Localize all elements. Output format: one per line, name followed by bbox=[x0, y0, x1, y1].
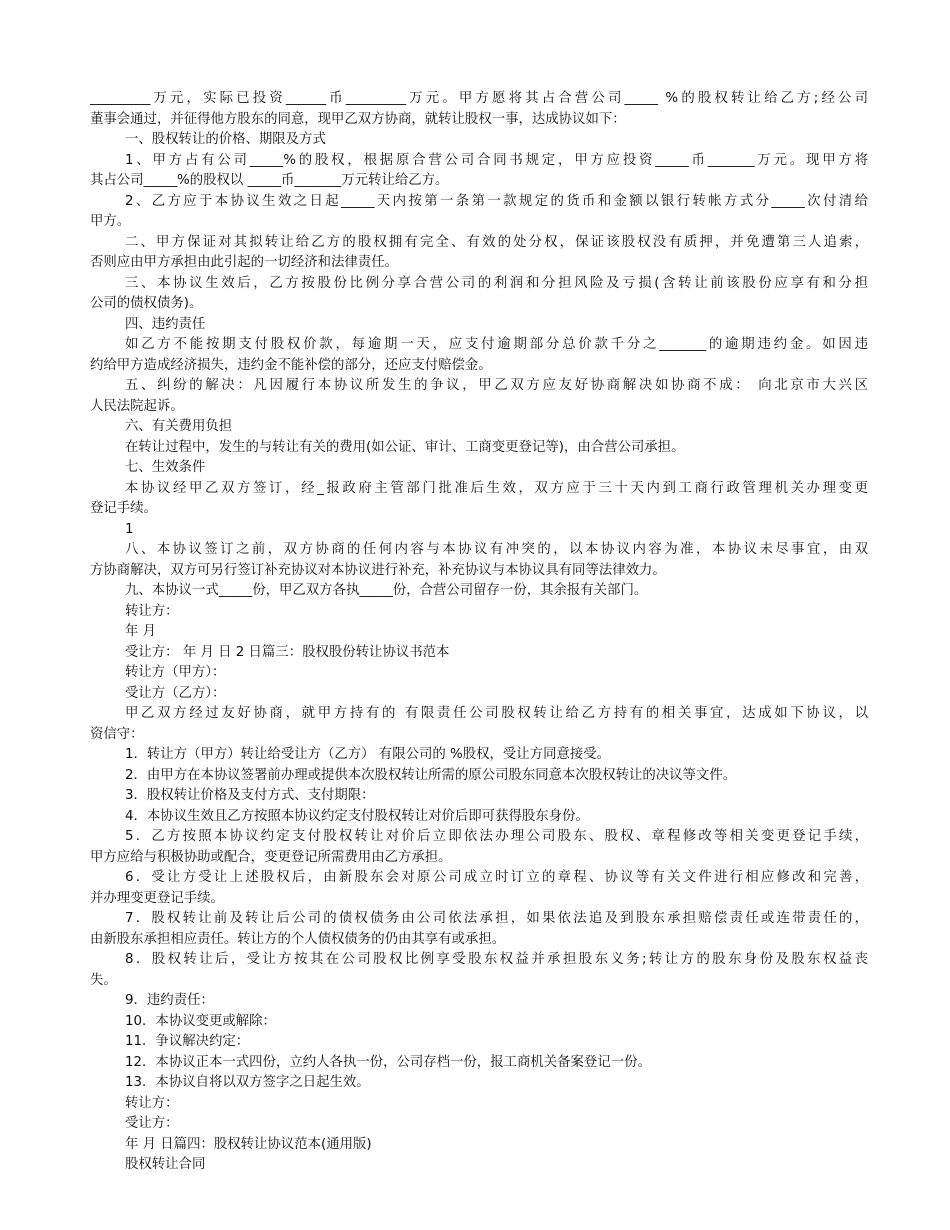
text-line: 1、甲方占有公司_____%的股权，根据原合营公司合同书规定，甲方应投资_____币_______万元。现甲方将 bbox=[125, 153, 868, 168]
text-line: 董事会通过，并征得他方股东的同意，现甲乙双方协商，就转让股权一事，达成协议如下： bbox=[90, 112, 626, 127]
list-item: 7．股权转让前及转让后公司的债权债务由公司依法承担，如果依法追及到股东承担赔偿责任或连带责任的， bbox=[125, 911, 868, 926]
signature-line: 转让方： bbox=[125, 1096, 179, 1111]
section-heading: 一、股权转让的价格、期限及方式 bbox=[125, 132, 326, 147]
text-line: 二、甲方保证对其拟转让给乙方的股权拥有完全、有效的处分权，保证该股权没有质押，并免遭第三人追索， bbox=[125, 235, 868, 250]
text-line: 并办理变更登记手续。 bbox=[90, 891, 224, 906]
text-line: 登记手续。 bbox=[90, 501, 157, 516]
list-item: 5．乙方按照本协议约定支付股权转让对价后立即依法办理公司股东、股权、章程修改等相关变更登记手续， bbox=[125, 829, 868, 844]
date-line: 年 月 日篇四：股权转让协议范本(通用版) bbox=[125, 1137, 372, 1152]
list-item: 13．本协议自将以双方签字之日起生效。 bbox=[125, 1075, 370, 1090]
section-heading: 四、违约责任 bbox=[125, 317, 206, 332]
text-line: 2、乙方应于本协议生效之日起_____天内按第一条第一款规定的货币和金额以银行转帐方式分_____次付清给 bbox=[125, 194, 868, 209]
signature-line: 受让方（乙方）： bbox=[125, 686, 226, 701]
text-line: 甲乙双方经过友好协商，就甲方持有的 有限责任公司股权转让给乙方持有的相关事宜，达成如下协议，以 bbox=[125, 706, 868, 721]
list-item: 11．争议解决约定： bbox=[125, 1034, 250, 1049]
signature-line: 转让方（甲方）： bbox=[125, 665, 226, 680]
text-line: 失。 bbox=[90, 973, 117, 988]
text-line: 本协议经甲乙双方签订，经_报政府主管部门批准后生效，双方应于三十天内到工商行政管理机关办理变更 bbox=[125, 481, 868, 496]
text-line: 否则应由甲方承担由此引起的一切经济和法律责任。 bbox=[90, 255, 398, 270]
signature-line: 受让方： 年 月 日 2 日篇三：股权股份转让协议书范本 bbox=[125, 645, 450, 660]
text-line: 人民法院起诉。 bbox=[90, 399, 184, 414]
signature-line: 转让方： bbox=[125, 604, 179, 619]
text-line: 资信守： bbox=[90, 727, 144, 742]
text-line: 如乙方不能按期支付股权价款，每逾期一天，应支付逾期部分总价款千分之_______的逾期违约金。如因违 bbox=[125, 337, 868, 352]
list-item: 3．股权转让价格及支付方式、支付期限： bbox=[125, 788, 375, 803]
text-line: 其占公司_____%的股权以 _____币_______万元转让给乙方。 bbox=[90, 173, 449, 188]
text-line: 甲方。 bbox=[90, 214, 131, 229]
text-line: 八、本协议签订之前，双方协商的任何内容与本协议有冲突的，以本协议内容为准，本协议未尽事宜，由双 bbox=[125, 542, 868, 557]
section-heading: 七、生效条件 bbox=[125, 460, 206, 475]
text-line: _________万元，实际已投资______币_________万元。甲方愿将其占合营公司_____ %的股权转让给乙方;经公司 bbox=[90, 91, 868, 106]
text-line: 九、本协议一式_____份，甲乙双方各执_____份，合营公司留存一份，其余报有关部门。 bbox=[125, 583, 648, 598]
list-item: 10．本协议变更或解除： bbox=[125, 1014, 276, 1029]
text-line: 三、本协议生效后，乙方按股份比例分享合营公司的利润和分担风险及亏损(含转让前该股份应享有和分担 bbox=[125, 276, 868, 291]
text-line: 公司的债权债务)。 bbox=[90, 296, 203, 311]
list-item: 2．由甲方在本协议签署前办理或提供本次股权转让所需的原公司股东同意本次股权转让的决议等文件。 bbox=[125, 768, 737, 783]
list-item: 8．股权转让后，受让方按其在公司股权比例享受股东权益并承担股东义务;转让方的股东身份及股东权益丧 bbox=[125, 952, 868, 967]
document-title: 股权转让合同 bbox=[125, 1157, 206, 1172]
text-line: 方协商解决，双方可另行签订补充协议对本协议进行补充，补充协议与本协议具有同等法律效力。 bbox=[90, 563, 666, 578]
text-line: 由新股东承担相应责任。转让方的个人债权债务的仍由其享有或承担。 bbox=[90, 932, 506, 947]
text-line: 五、纠纷的解决：凡因履行本协议所发生的争议，甲乙双方应友好协商解决如协商不成： 向北京市大兴区 bbox=[125, 378, 868, 393]
page-number: 1 bbox=[125, 522, 134, 537]
list-item: 6．受让方受让上述股权后，由新股东会对原公司成立时订立的章程、协议等有关文件进行相应修改和完善， bbox=[125, 870, 868, 885]
text-line: 甲方应给与积极协助或配合，变更登记所需费用由乙方承担。 bbox=[90, 850, 452, 865]
list-item: 12．本协议正本一式四份，立约人各执一份，公司存档一份，报工商机关备案登记一份。 bbox=[125, 1055, 651, 1070]
section-heading: 六、有关费用负担 bbox=[125, 419, 233, 434]
date-line: 年 月 bbox=[125, 624, 157, 639]
signature-line: 受让方： bbox=[125, 1116, 179, 1131]
list-item: 1．转让方（甲方）转让给受让方（乙方） 有限公司的 %股权，受让方同意接受。 bbox=[125, 747, 611, 762]
text-line: 在转让过程中，发生的与转让有关的费用(如公证、审计、工商变更登记等)，由合营公司承担。 bbox=[125, 440, 685, 455]
list-item: 4．本协议生效且乙方按照本协议约定支付股权转让对价后即可获得股东身份。 bbox=[125, 809, 589, 824]
list-item: 9．违约责任： bbox=[125, 993, 214, 1008]
text-line: 约给甲方造成经济损失，违约金不能补偿的部分，还应支付赔偿金。 bbox=[90, 358, 492, 373]
